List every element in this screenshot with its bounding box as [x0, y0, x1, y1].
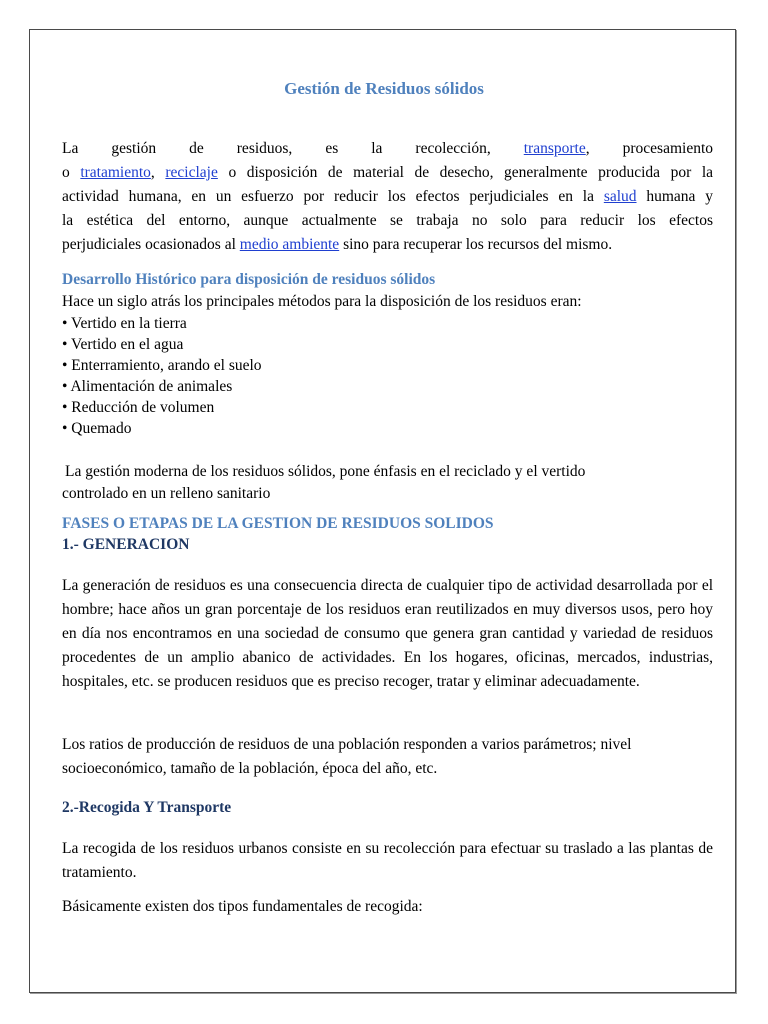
intro-line-2: [62, 161, 713, 185]
generation-text: La generación de residuos es una consecuencia directa de cualquier tipo de actividad desarrollada por el hombre; hace años un gran porcentaje de los residuos eran reutilizados en muy diversos usos, pero hoy en día nos encontramos en una sociedad de consumo que genera gran cantidad y variedad de residuos procedentes de un amplio abanico de actividades. En los hogares, oficinas, mercados, industrias, hospitales, etc. se producen residuos que es preciso recoger, tratar y eliminar adecuadamente.: [62, 577, 713, 690]
intro-text: humana y: [646, 188, 713, 205]
intro-text: o disposición de material de desecho, generalmente producida por la: [228, 164, 714, 181]
intro-text: actividad humana, en un esfuerzo por reducir los efectos perjudiciales en la: [62, 188, 594, 205]
modern-line-1: La gestión moderna de los residuos sólidos, pone énfasis en el reciclado y el vertido: [65, 463, 586, 480]
history-heading: Desarrollo Histórico para disposición de residuos sólidos: [62, 271, 436, 288]
history-list: [62, 313, 713, 439]
collection-paragraph-1: [62, 837, 713, 885]
generation-heading: 1.- GENERACION: [62, 536, 190, 553]
link-reciclaje[interactable]: reciclaje: [165, 164, 218, 181]
collection-section: [62, 799, 713, 817]
list-item: • Reducción de volumen: [62, 399, 215, 416]
list-item: • Quemado: [62, 420, 132, 437]
phases-heading: FASES O ETAPAS DE LA GESTION DE RESIDUOS SOLIDOS: [62, 515, 494, 532]
link-salud[interactable]: salud: [603, 188, 637, 205]
generation-paragraph-1: [62, 574, 713, 694]
list-item: • Vertido en el agua: [62, 336, 184, 353]
intro-text: o: [62, 164, 70, 181]
collection-text: La recogida de los residuos urbanos consiste en su recolección para efectuar su traslado a las plantas de tratamiento.: [62, 840, 713, 881]
link-tratamiento[interactable]: tratamiento: [80, 164, 151, 181]
list-item: • Vertido en la tierra: [62, 315, 187, 332]
generation-text-2: Los ratios de producción de residuos de una población responden a varios parámetros; nivel socioeconómico, tamaño de la población, época del año, etc.: [62, 736, 632, 777]
list-item: • Alimentación de animales: [62, 378, 233, 395]
intro-text: , procesamiento: [585, 140, 713, 157]
intro-paragraph: [62, 137, 713, 257]
collection-paragraph-2: [62, 895, 713, 919]
intro-text: La gestión de residuos, es la recolección,: [62, 140, 491, 157]
collection-text-2: Básicamente existen dos tipos fundamentales de recogida:: [62, 898, 423, 915]
intro-line-3: [62, 185, 713, 209]
history-section: [62, 271, 713, 439]
intro-text: perjudiciales ocasionados al: [62, 236, 236, 253]
document-title: Gestión de Residuos sólidos: [284, 79, 484, 98]
intro-line-1: [62, 137, 713, 161]
intro-text: sino para recuperar los recursos del mismo.: [343, 236, 613, 253]
intro-line-4: [62, 209, 713, 233]
modern-paragraph: [62, 461, 716, 505]
intro-text: la estética del entorno, aunque actualmente se trabaja no solo para reducir los efectos: [62, 212, 713, 229]
link-transporte[interactable]: transporte: [523, 140, 586, 157]
link-medio-ambiente[interactable]: medio ambiente: [239, 236, 340, 253]
intro-line-5: [62, 233, 713, 257]
generation-paragraph-2: [62, 733, 713, 781]
intro-text: ,: [150, 164, 155, 181]
modern-line-2: controlado en un relleno sanitario: [62, 485, 271, 502]
collection-heading: 2.-Recogida Y Transporte: [62, 799, 232, 816]
phases-section: [62, 515, 713, 554]
list-item: • Enterramiento, arando el suelo: [62, 357, 262, 374]
history-lead: Hace un siglo atrás los principales métodos para la disposición de los residuos eran:: [62, 293, 582, 310]
